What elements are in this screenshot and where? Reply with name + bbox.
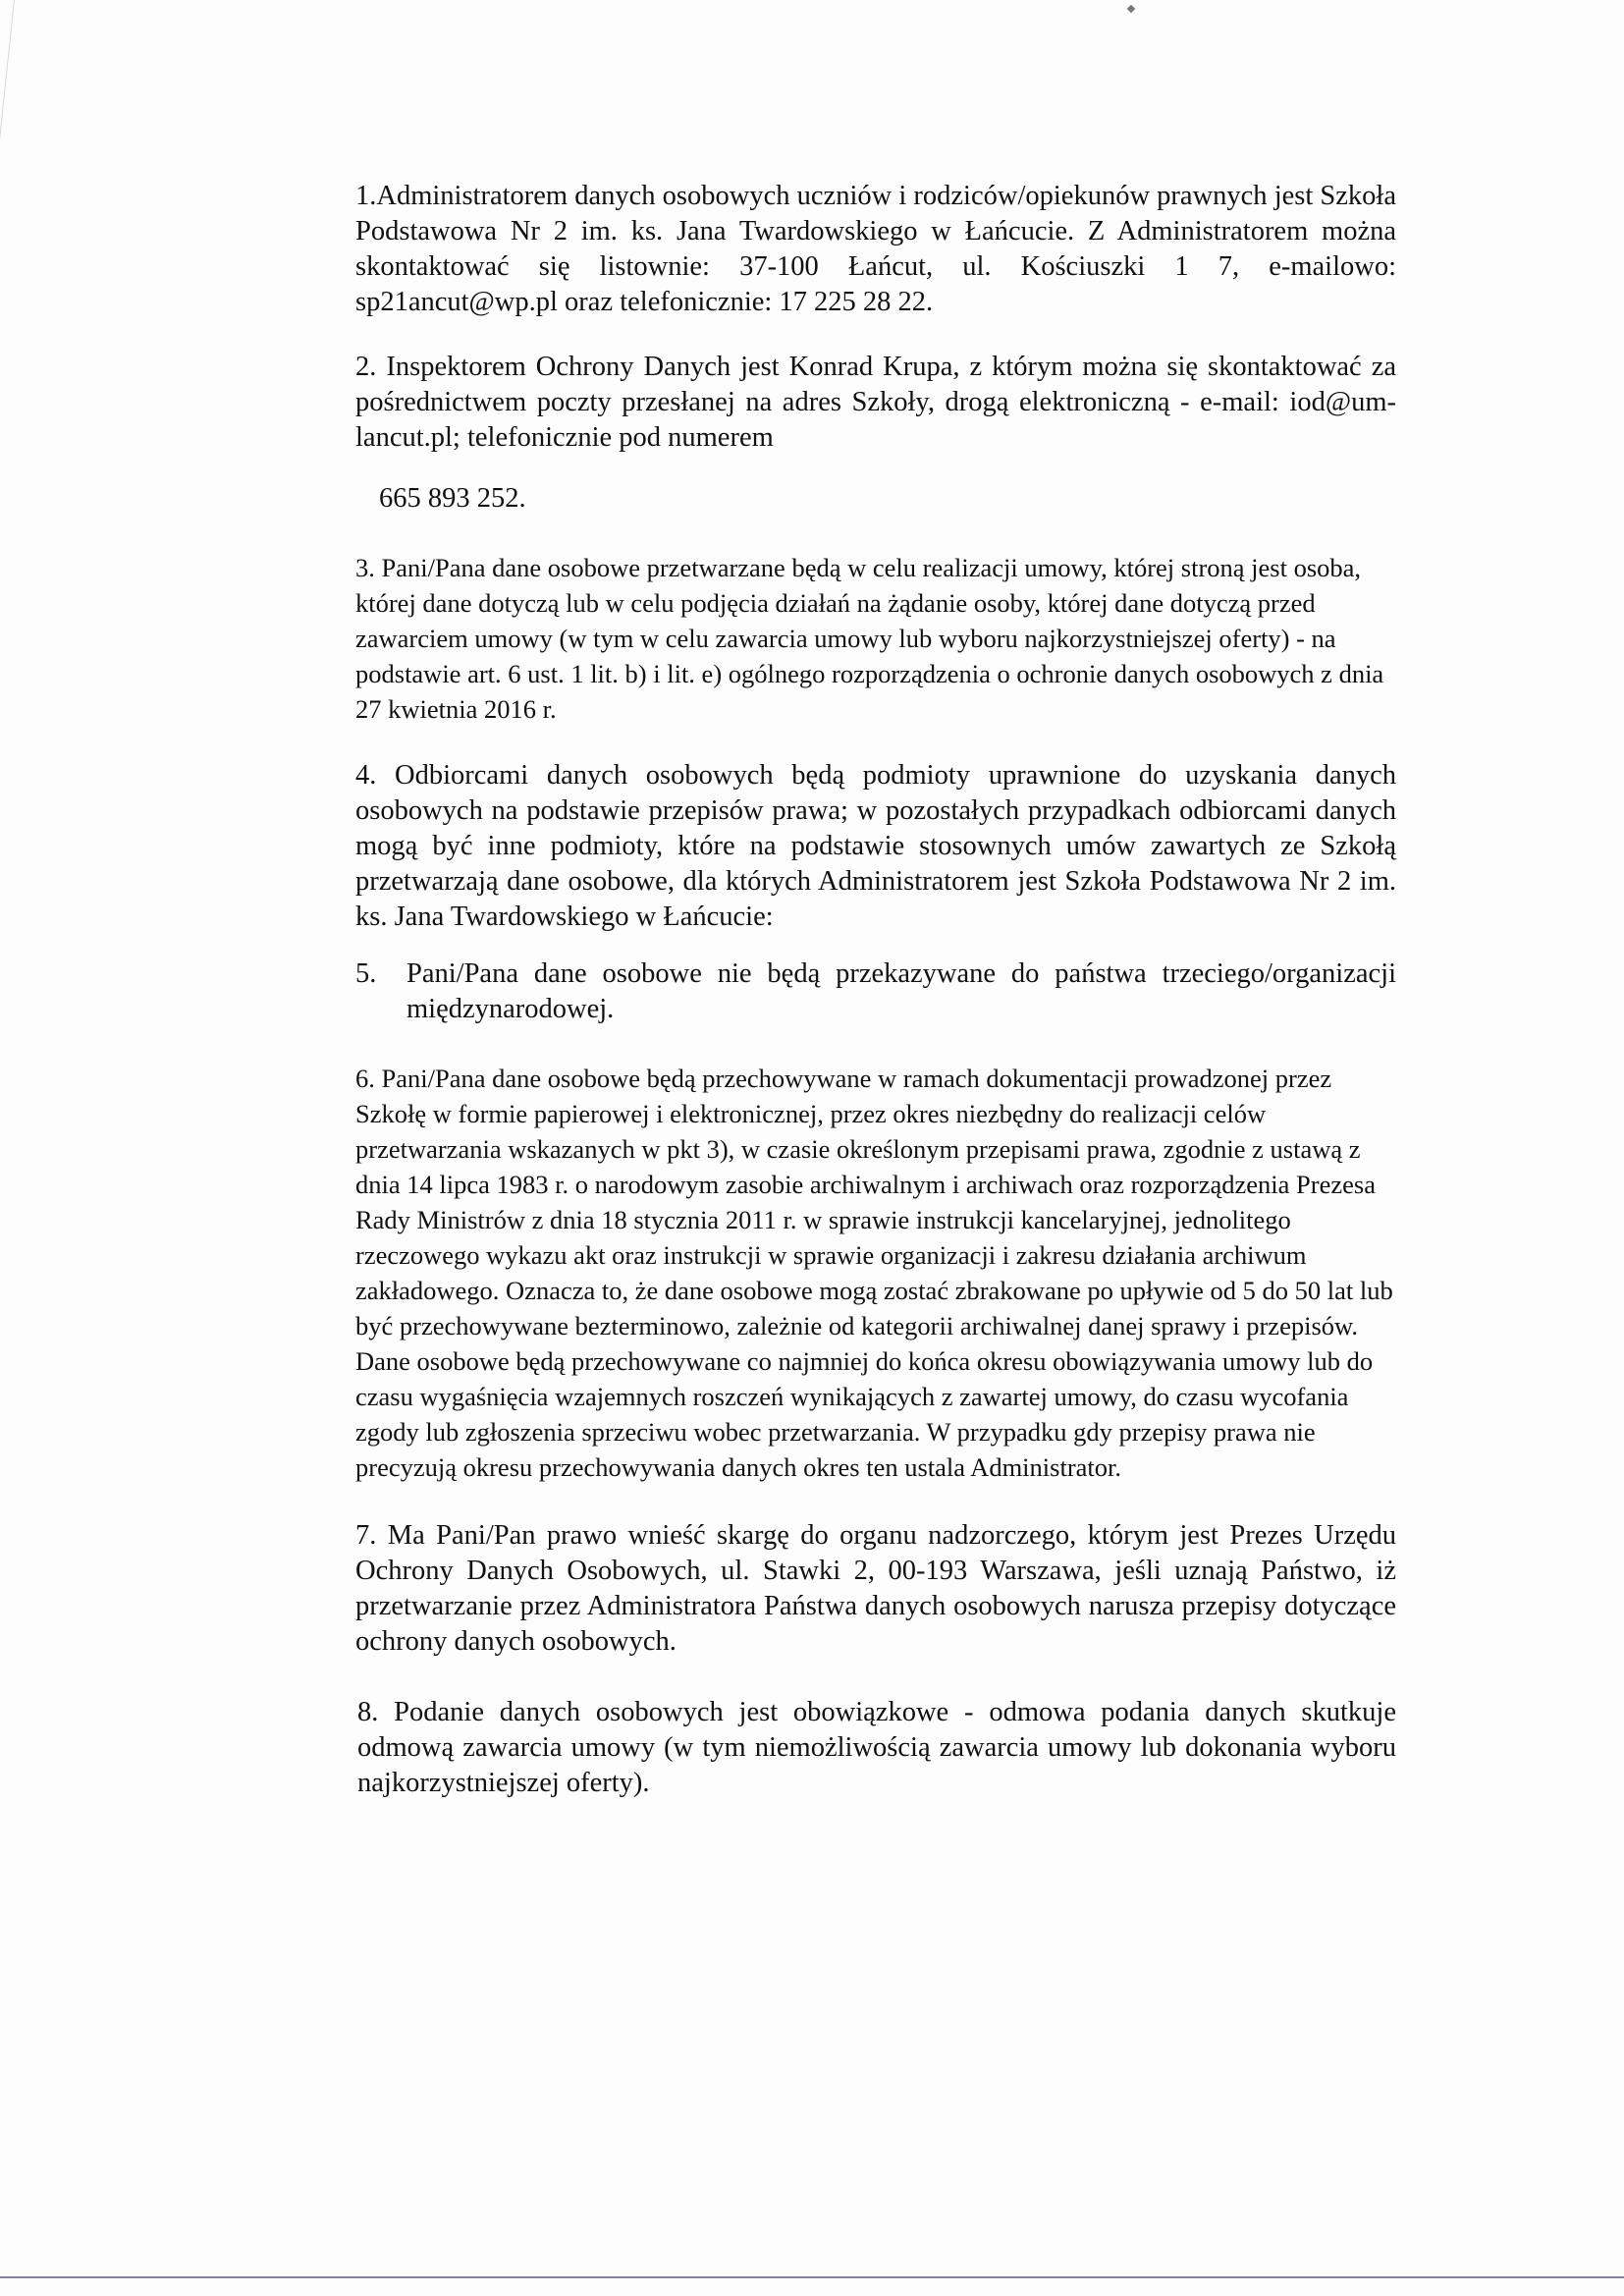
paragraph-5-third-country (355, 957, 1396, 1027)
officer-phone-number: 665 893 252. (379, 483, 526, 514)
paragraph-7-complaint: 7. Ma Pani/Pan prawo wnieść skargę do organu nadzorczego, którym jest Prezes Urzędu Ochrony Danych Osobowych, ul. Stawki 2, 00-193 Warszawa, jeśli uznają Państwo, iż przetwarzanie przez Administratora Państwa danych osobowych narusza przepisy dotyczące ochrony danych osobowych. (355, 1520, 1396, 1657)
paragraph-5-text: Pani/Pana dane osobowe nie będą przekazywane do państwa trzeciego/organizacji międzynarodowej. (406, 958, 1396, 1024)
scan-page-edge (0, 0, 15, 255)
scan-bottom-edge (0, 2276, 1624, 2278)
scan-mark (1127, 5, 1135, 13)
document-body (355, 179, 1396, 1801)
paragraph-1-administrator: 1.Administratorem danych osobowych uczniów i rodziców/opiekunów prawnych jest Szkoła Podstawowa Nr 2 im. ks. Jana Twardowskiego w Łańcucie. Z Administratorem można skontaktować się listownie: 37-100 Łańcut, ul. Kościuszki 1 7, e-mailowo: sp21ancut@wp.pl oraz telefonicznie: 17 225 28 22. (355, 181, 1396, 317)
paragraph-6-retention: 6. Pani/Pana dane osobowe będą przechowywane w ramach dokumentacji prowadzonej przez Szkołę w formie papierowej i elektronicznej, przez okres niezbędny do realizacji celów przetwarzania wskazanych w pkt 3), w czasie określonym przepisami prawa, zgodnie z ustawą z dnia 14 lipca 1983 r. o narodowym zasobie archiwalnym i archiwach oraz rozporządzenia Prezesa Rady Ministrów z dnia 18 stycznia 2011 r. w sprawie instrukcji kancelaryjnej, jednolitego rzeczowego wykazu akt oraz instrukcji w sprawie organizacji i zakresu działania archiwum zakładowego. Oznacza to, że dane osobowe mogą zostać zbrakowane po upływie od 5 do 50 lat lub być przechowywane bezterminowo, zależnie od kategorii archiwalnej danej sprawy i przepisów. Dane osobowe będą przechowywane co najmniej do końca okresu obowiązywania umowy lub do czasu wygaśnięcia wzajemnych roszczeń wynikających z zawartej umowy, do czasu wycofania zgody lub zgłoszenia sprzeciwu wobec przetwarzania. W przypadku gdy przepisy prawa nie precyzują okresu przechowywania danych okres ten ustala Administrator. (355, 1064, 1393, 1482)
paragraph-2-data-protection-officer: 2. Inspektorem Ochrony Danych jest Konrad Krupa, z którym można się skontaktować za pośrednictwem poczty przesłanej na adres Szkoły, drogą elektroniczną - e-mail: iod@um-lancut.pl; telefonicznie pod numerem (355, 352, 1396, 453)
paragraph-3-processing-purpose: 3. Pani/Pana dane osobowe przetwarzane będą w celu realizacji umowy, której stroną jest osoba, której dane dotyczą lub w celu podjęcia działań na żądanie osoby, której dane dotyczą przed zawarciem umowy (w tym w celu zawarcia umowy lub wyboru najkorzystniejszej oferty) - na podstawie art. 6 ust. 1 lit. b) i lit. e) ogólnego rozporządzenia o ochronie danych osobowych z dnia 27 kwietnia 2016 r. (355, 553, 1384, 724)
paragraph-4-recipients: 4. Odbiorcami danych osobowych będą podmioty uprawnione do uzyskania danych osobowych na podstawie przepisów prawa; w pozostałych przypadkach odbiorcami danych mogą być inne podmioty, które na podstawie stosownych umów zawartych ze Szkołą przetwarzają dane osobowe, dla których Administratorem jest Szkoła Podstawowa Nr 2 im. ks. Jana Twardowskiego w Łańcucie: (355, 760, 1396, 932)
paragraph-5-number: 5. (355, 958, 377, 989)
paragraph-8-obligation: 8. Podanie danych osobowych jest obowiązkowe - odmowa podania danych skutkuje odmową zawarcia umowy (w tym niemożliwością zawarcia umowy lub dokonania wyboru najkorzystniejszej oferty). (357, 1697, 1396, 1798)
